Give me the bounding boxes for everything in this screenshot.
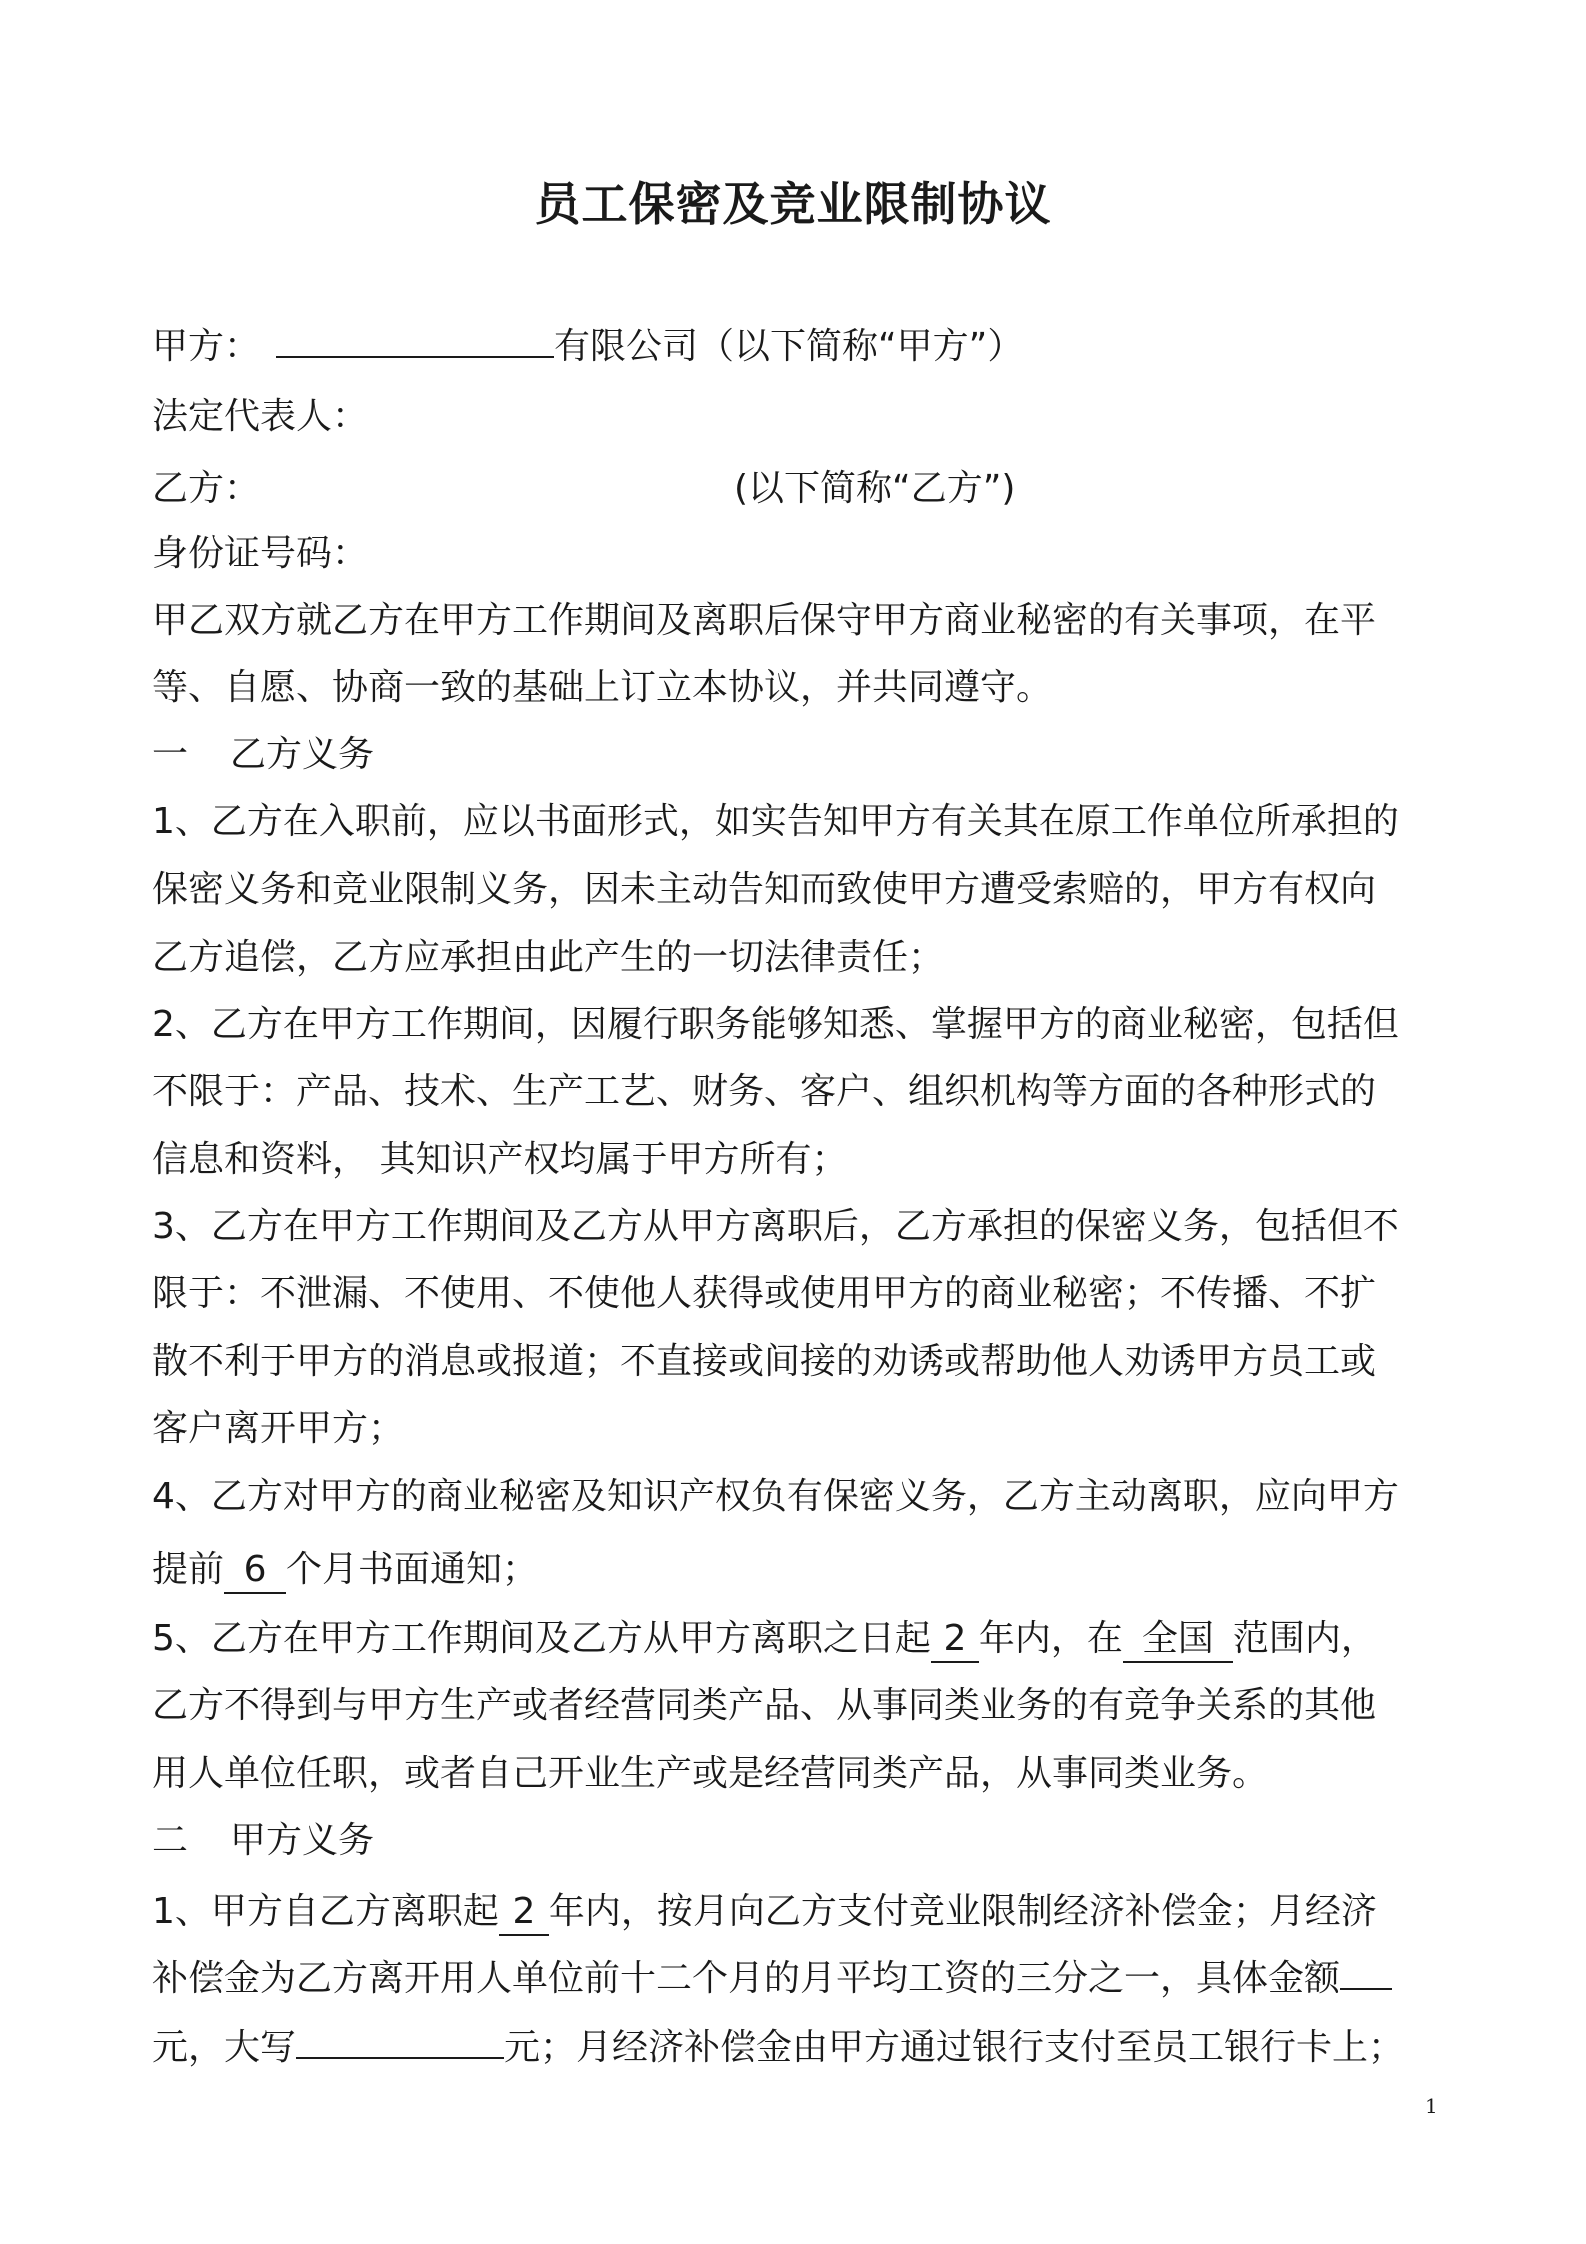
notice-months-field[interactable]: 6: [224, 1548, 286, 1594]
id-number-label: 身份证号码：: [152, 533, 369, 574]
non-compete-years-field[interactable]: 2: [931, 1617, 979, 1663]
non-compete-mid: 年内，在: [978, 1618, 1123, 1659]
compensation-term-line: [152, 1888, 1452, 1936]
notice-prefix: 提前: [152, 1549, 225, 1590]
clause-line: 信息和资料， 其知识产权均属于甲方所有；: [152, 1139, 848, 1180]
section-number: 一: [152, 734, 189, 775]
section-number: 二: [152, 1820, 189, 1861]
notice-suffix: 个月书面通知；: [286, 1549, 539, 1590]
party-b-suffix: (以下简称“乙方”): [734, 468, 1016, 509]
party-a-suffix: 有限公司（以下简称“甲方”）: [554, 326, 1024, 367]
clause-line: 乙方不得到与甲方生产或者经营同类产品、从事同类业务的有竞争关系的其他: [152, 1685, 1377, 1726]
party-a-line: [152, 323, 1452, 371]
non-compete-scope-field[interactable]: 全国: [1123, 1617, 1233, 1663]
section-title: 甲方义务: [230, 1820, 375, 1861]
party-a-label: 甲方：: [152, 326, 261, 367]
amount-in-words-suffix: 元；月经济补偿金由甲方通过银行支付至员工银行卡上；: [504, 2027, 1405, 2068]
notice-period-line: [152, 1546, 1452, 1594]
legal-rep-line: [152, 393, 1452, 441]
id-number-line: [152, 530, 1452, 578]
compensation-suffix: 年内，按月向乙方支付竞业限制经济补偿金；月经济: [548, 1891, 1377, 1932]
section-heading-party-a-duties: [152, 1817, 1452, 1865]
compensation-years-field[interactable]: 2: [499, 1890, 549, 1936]
non-compete-suffix: 范围内，: [1232, 1618, 1377, 1659]
compensation-prefix: 1、甲方自乙方离职起: [152, 1891, 499, 1932]
clause-line: 用人单位任职，或者自己开业生产或是经营同类产品，从事同类业务。: [152, 1753, 1269, 1794]
clause-line: 保密义务和竞业限制义务，因未主动告知而致使甲方遭受索赔的，甲方有权向: [152, 869, 1377, 910]
page-number: 1: [1425, 2094, 1438, 2118]
compensation-words-line: [152, 2024, 1452, 2072]
compensation-amount-field[interactable]: [1340, 1988, 1392, 1990]
party-b-line: [152, 465, 1452, 513]
amount-in-words-field[interactable]: [296, 2057, 504, 2059]
clause-line: 不限于：产品、技术、生产工艺、财务、客户、组织机构等方面的各种形式的: [152, 1071, 1377, 1112]
amount-in-words-prefix: 元，大写: [152, 2027, 297, 2068]
clause-line: 4、乙方对甲方的商业秘密及知识产权负有保密义务，乙方主动离职，应向甲方: [152, 1476, 1399, 1517]
party-a-name-field[interactable]: [276, 356, 554, 358]
clause-line: 2、乙方在甲方工作期间，因履行职务能够知悉、掌握甲方的商业秘密，包括但: [152, 1004, 1399, 1045]
compensation-amount-line: [152, 1955, 1452, 2003]
section-title: 乙方义务: [230, 734, 375, 775]
clause-line: 散不利于甲方的消息或报道；不直接或间接的劝诱或帮助他人劝诱甲方员工或: [152, 1341, 1377, 1382]
document-title: 员工保密及竞业限制协议: [534, 177, 1052, 231]
non-compete-prefix: 5、乙方在甲方工作期间及乙方从甲方离职之日起: [152, 1618, 931, 1659]
clause-line: 3、乙方在甲方工作期间及乙方从甲方离职后，乙方承担的保密义务，包括但不: [152, 1206, 1399, 1247]
intro-line: 甲乙双方就乙方在甲方工作期间及离职后保守甲方商业秘密的有关事项，在平: [152, 600, 1377, 641]
clause-line: 1、乙方在入职前，应以书面形式，如实告知甲方有关其在原工作单位所承担的: [152, 801, 1399, 842]
non-compete-term-line: [152, 1615, 1452, 1663]
clause-line: 乙方追偿，乙方应承担由此产生的一切法律责任；: [152, 937, 945, 978]
party-b-label: 乙方：: [152, 468, 261, 509]
section-heading-party-b-duties: [152, 731, 1452, 779]
clause-line: 限于：不泄漏、不使用、不使他人获得或使用甲方的商业秘密；不传播、不扩: [152, 1273, 1377, 1314]
clause-line: 客户离开甲方；: [152, 1408, 405, 1449]
intro-line: 等、自愿、协商一致的基础上订立本协议，并共同遵守。: [152, 667, 1053, 708]
legal-rep-label: 法定代表人：: [152, 396, 369, 437]
compensation-text: 补偿金为乙方离开用人单位前十二个月的月平均工资的三分之一，具体金额: [152, 1958, 1341, 1999]
